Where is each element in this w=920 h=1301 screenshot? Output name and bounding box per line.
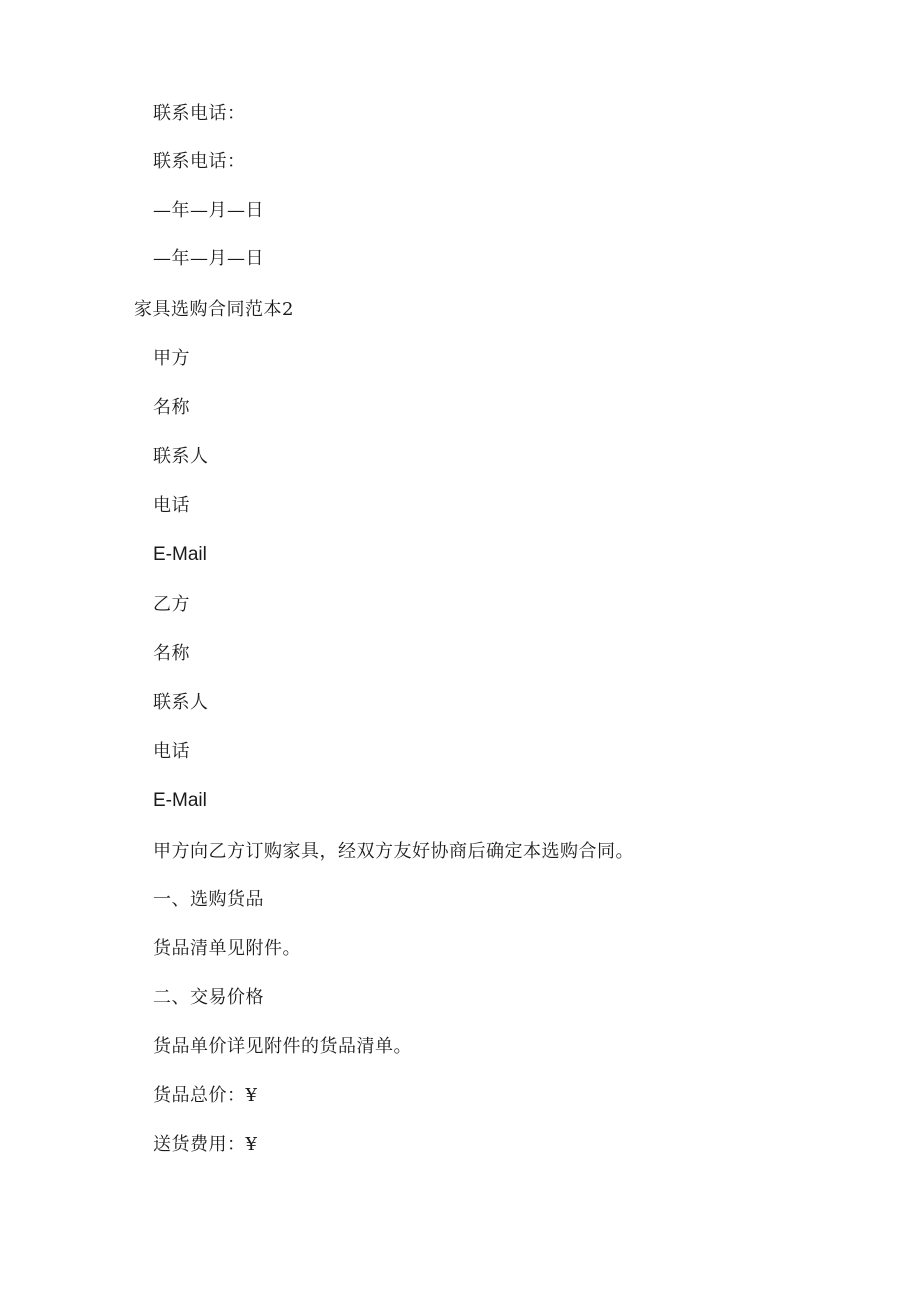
clause-body: 货品清单见附件。 [153,938,301,959]
contract-intro-paragraph: 甲方向乙方订购家具，经双方友好协商后确定本选购合同。 [153,841,634,862]
party-a-label: 甲方 [153,348,190,369]
party-b-label: 乙方 [153,594,190,615]
total-price-line: 货品总价：¥ [153,1085,258,1106]
name-field-label: 名称 [153,643,190,664]
date-line: —年—月—日 [153,248,264,269]
contact-person-label: 联系人 [153,692,209,713]
clause-heading: 二、交易价格 [153,987,264,1008]
contact-phone-label: 联系电话： [153,103,246,124]
contact-person-label: 联系人 [153,446,209,467]
email-label: E-Mail [153,544,207,565]
delivery-fee-line: 送货费用：¥ [153,1134,258,1155]
phone-label: 电话 [153,741,190,762]
contact-phone-label: 联系电话： [153,151,246,172]
clause-body: 货品单价详见附件的货品清单。 [153,1036,412,1057]
email-label: E-Mail [153,790,207,811]
section-title: 家具选购合同范本2 [134,299,294,320]
date-line: —年—月—日 [153,200,264,221]
clause-heading: 一、选购货品 [153,889,264,910]
name-field-label: 名称 [153,397,190,418]
phone-label: 电话 [153,495,190,516]
